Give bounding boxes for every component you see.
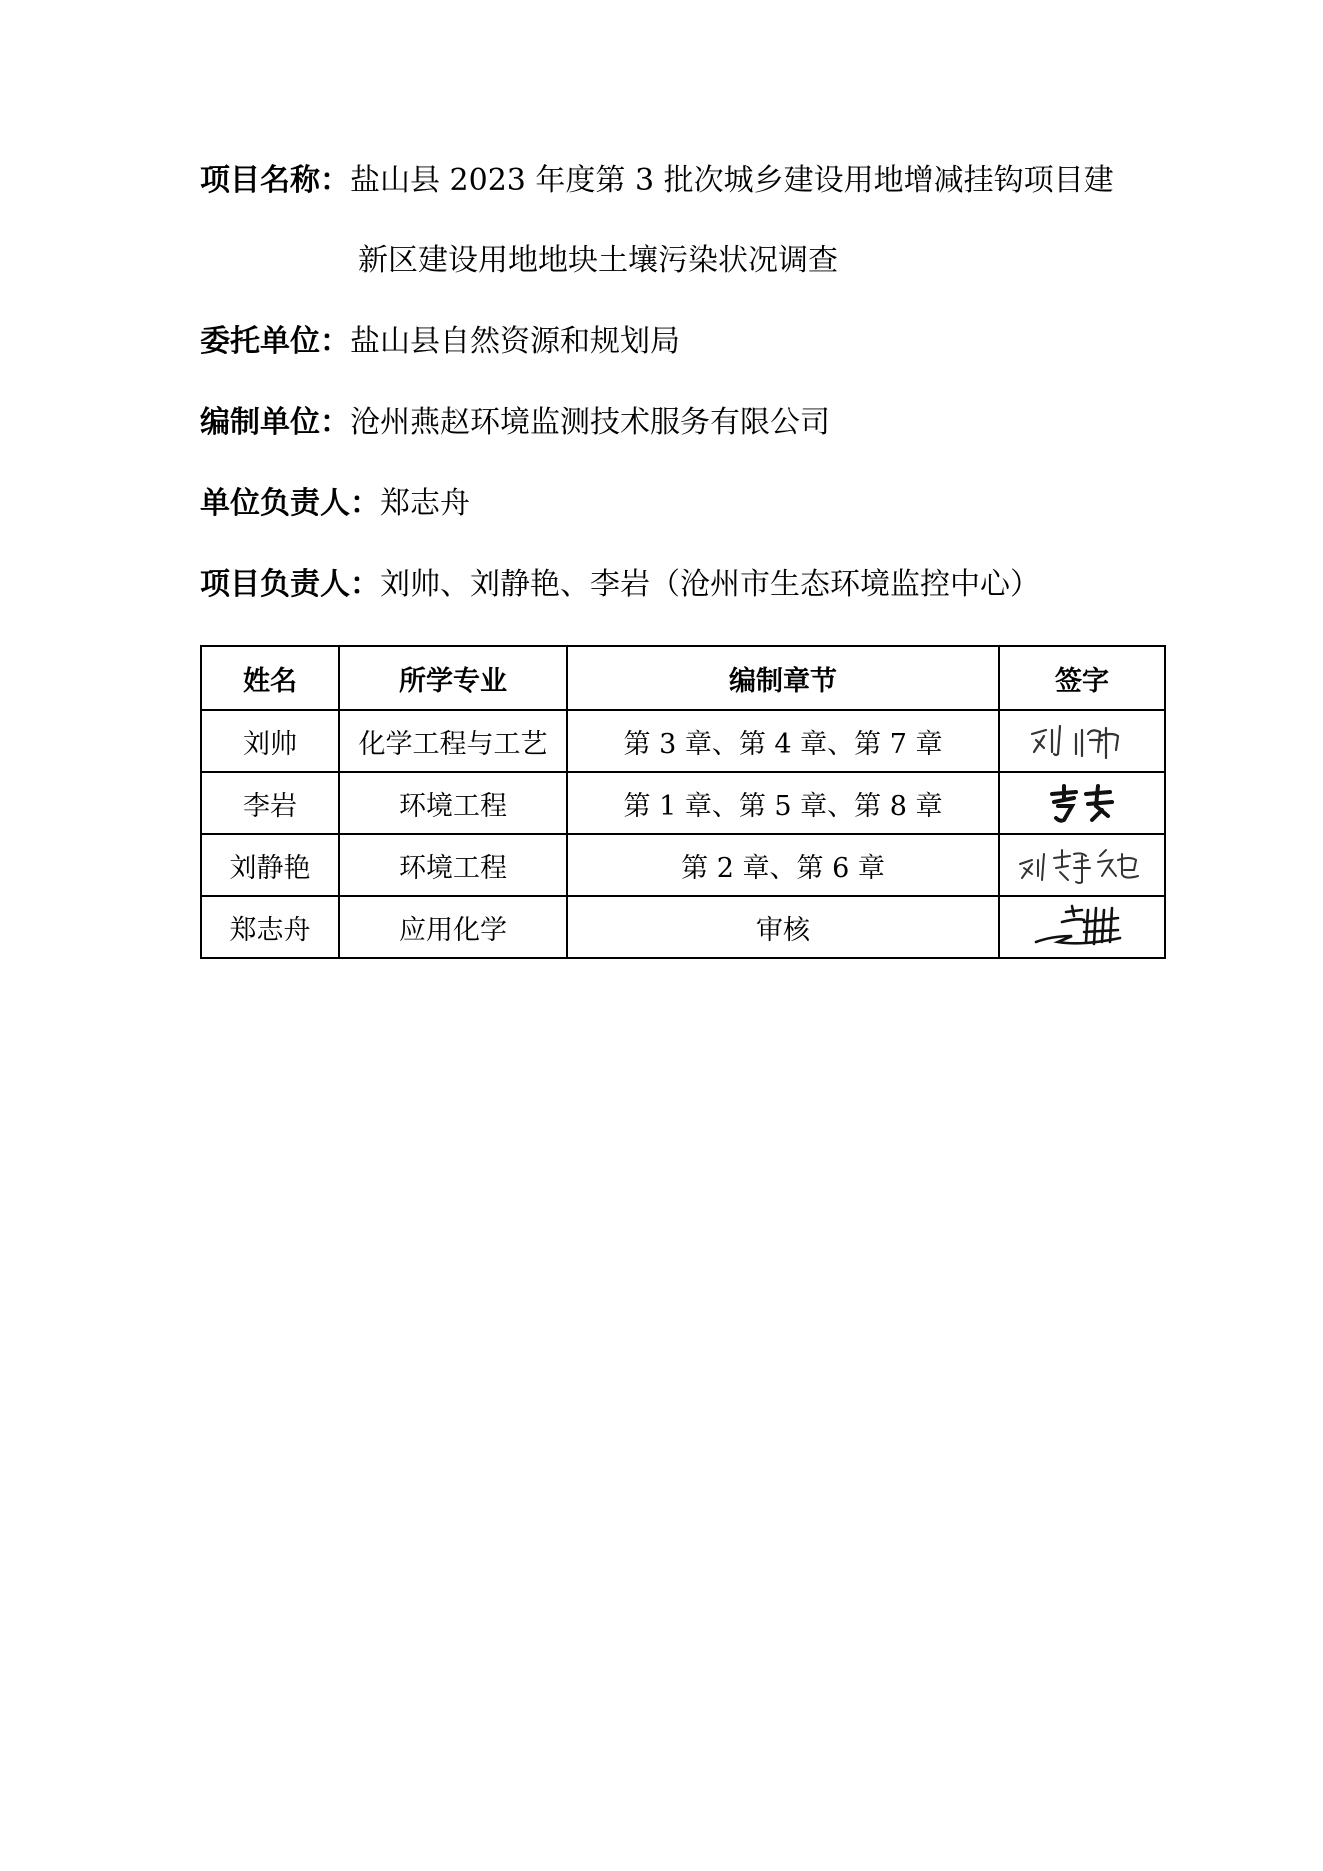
handwritten-signature-liu-shuai [1022,718,1142,764]
table-header-row [201,646,1165,710]
header-major: 所学专业 [339,646,567,710]
cell-major: 化学工程与工艺 [339,710,567,772]
cell-major: 环境工程 [339,772,567,834]
cell-name: 郑志舟 [201,896,339,958]
cell-chapters: 审核 [567,896,999,958]
unit-head-line [200,482,470,526]
cell-major: 应用化学 [339,896,567,958]
project-name-label: 项目名称： [200,163,350,198]
header-signature: 签字 [999,646,1165,710]
signature-cell [999,896,1165,958]
project-leads-value: 刘帅、刘静艳、李岩（沧州市生态环境监控中心） [380,567,1040,602]
cell-chapters: 第 2 章、第 6 章 [567,834,999,896]
project-name-value: 盐山县 2023 年度第 3 批次城乡建设用地增减挂钩项目建 [350,163,1114,198]
header-chapters: 编制章节 [567,646,999,710]
cell-name: 刘帅 [201,710,339,772]
client-line [200,320,680,364]
signature-cell [999,710,1165,772]
project-name-line [200,159,1114,203]
cell-major: 环境工程 [339,834,567,896]
project-leads-line [200,563,1040,607]
handwritten-signature-li-yan [1022,780,1142,826]
handwritten-signature-liu-jingyan [1012,842,1152,888]
compiler-label: 编制单位： [200,405,350,440]
table-row [201,772,1165,834]
staff-table [200,645,1166,959]
compiler-value: 沧州燕赵环境监测技术服务有限公司 [350,405,830,440]
signature-cell [999,834,1165,896]
signature-cell [999,772,1165,834]
client-value: 盐山县自然资源和规划局 [350,324,680,359]
compiler-line [200,401,830,445]
unit-head-label: 单位负责人： [200,486,380,521]
cell-chapters: 第 3 章、第 4 章、第 7 章 [567,710,999,772]
cell-name: 刘静艳 [201,834,339,896]
table-row [201,834,1165,896]
cell-chapters: 第 1 章、第 5 章、第 8 章 [567,772,999,834]
table-row [201,710,1165,772]
header-name: 姓名 [201,646,339,710]
handwritten-signature-zheng-zhizhou [1022,902,1142,952]
cell-name: 李岩 [201,772,339,834]
table-row [201,896,1165,958]
client-label: 委托单位： [200,324,350,359]
project-leads-label: 项目负责人： [200,567,380,602]
unit-head-value: 郑志舟 [380,486,470,521]
project-name-continuation [358,239,838,283]
project-name-value-cont: 新区建设用地地块土壤污染状况调查 [358,243,838,278]
